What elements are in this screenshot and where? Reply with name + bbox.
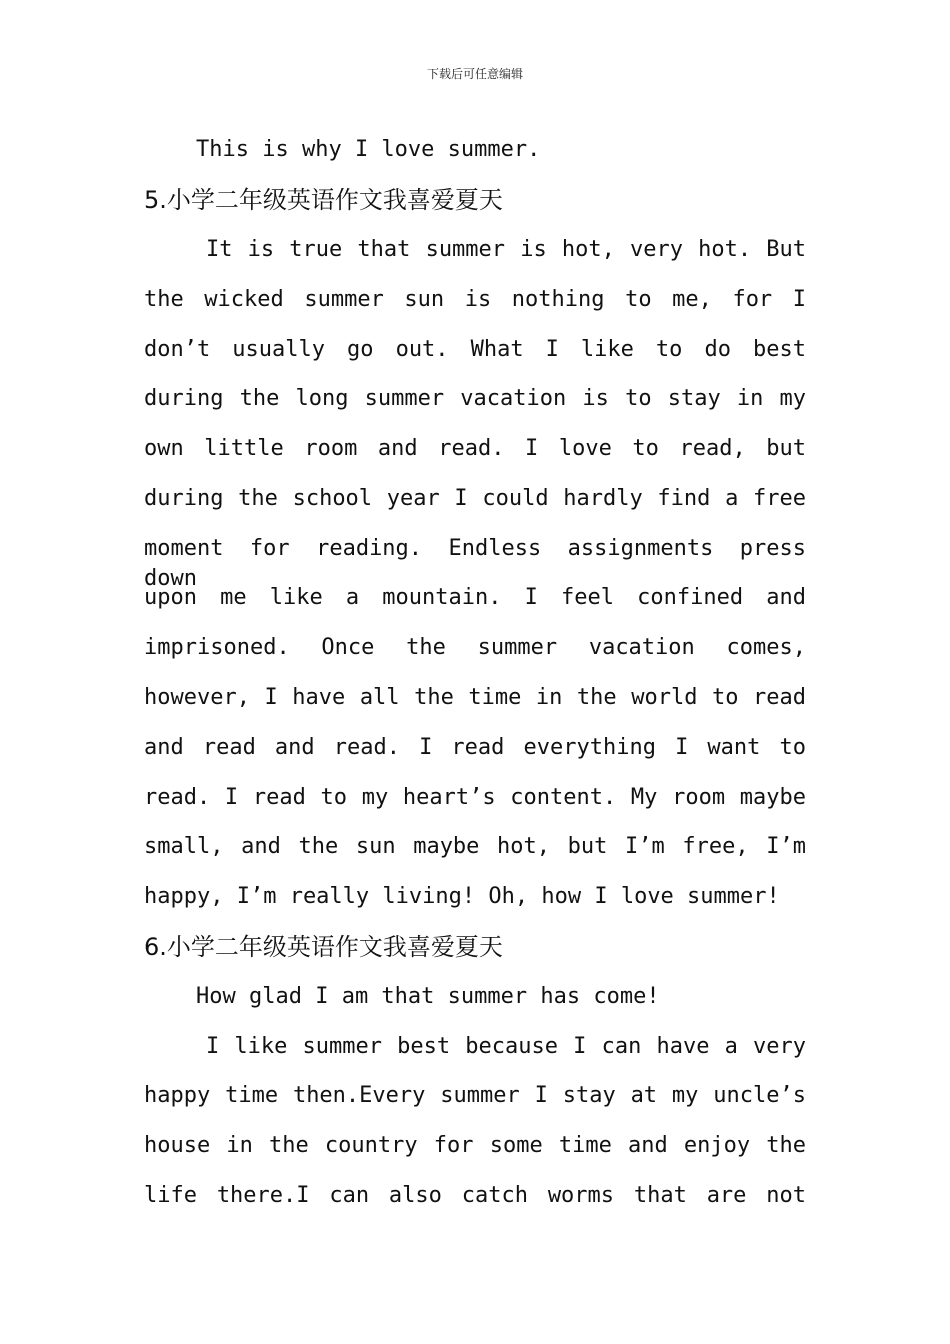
paragraph-line: imprisoned. Once the summer vacation comes, bbox=[144, 635, 806, 660]
paragraph-line: happy time then.Every summer I stay at my uncle’s bbox=[144, 1083, 806, 1108]
section-heading-6: 6.小学二年级英语作文我喜爱夏天 bbox=[144, 933, 503, 961]
paragraph-line: happy, I’m really living! Oh, how I love summer! bbox=[144, 884, 780, 909]
paragraph-line: moment for reading. Endless assignments press down bbox=[144, 536, 806, 591]
opening-line: How glad I am that summer has come! bbox=[196, 984, 660, 1009]
closing-line: This is why I love summer. bbox=[196, 137, 541, 162]
paragraph-line: small, and the sun maybe hot, but I’m free, I’m bbox=[144, 834, 806, 859]
page-header: 下载后可任意编辑 bbox=[426, 67, 523, 81]
paragraph-line: life there.I can also catch worms that are not bbox=[144, 1183, 806, 1208]
paragraph-line: and read and read. I read everything I want to bbox=[144, 735, 806, 760]
paragraph-line: read. I read to my heart’s content. My room maybe bbox=[144, 785, 806, 810]
paragraph-line: house in the country for some time and enjoy the bbox=[144, 1133, 806, 1158]
paragraph-line: I like summer best because I can have a very bbox=[206, 1034, 806, 1059]
paragraph-line: own little room and read. I love to read, but bbox=[144, 436, 806, 461]
paragraph-line: during the school year I could hardly find a free bbox=[144, 486, 806, 511]
paragraph-line: don’t usually go out. What I like to do best bbox=[144, 337, 806, 362]
paragraph-line: the wicked summer sun is nothing to me, for I bbox=[144, 287, 806, 312]
section-heading-5: 5.小学二年级英语作文我喜爱夏天 bbox=[144, 186, 503, 214]
paragraph-line: upon me like a mountain. I feel confined and bbox=[144, 585, 806, 610]
paragraph-line: during the long summer vacation is to stay in my bbox=[144, 386, 806, 411]
paragraph-line: It is true that summer is hot, very hot. But bbox=[206, 237, 806, 262]
paragraph-line: however, I have all the time in the world to read bbox=[144, 685, 806, 710]
